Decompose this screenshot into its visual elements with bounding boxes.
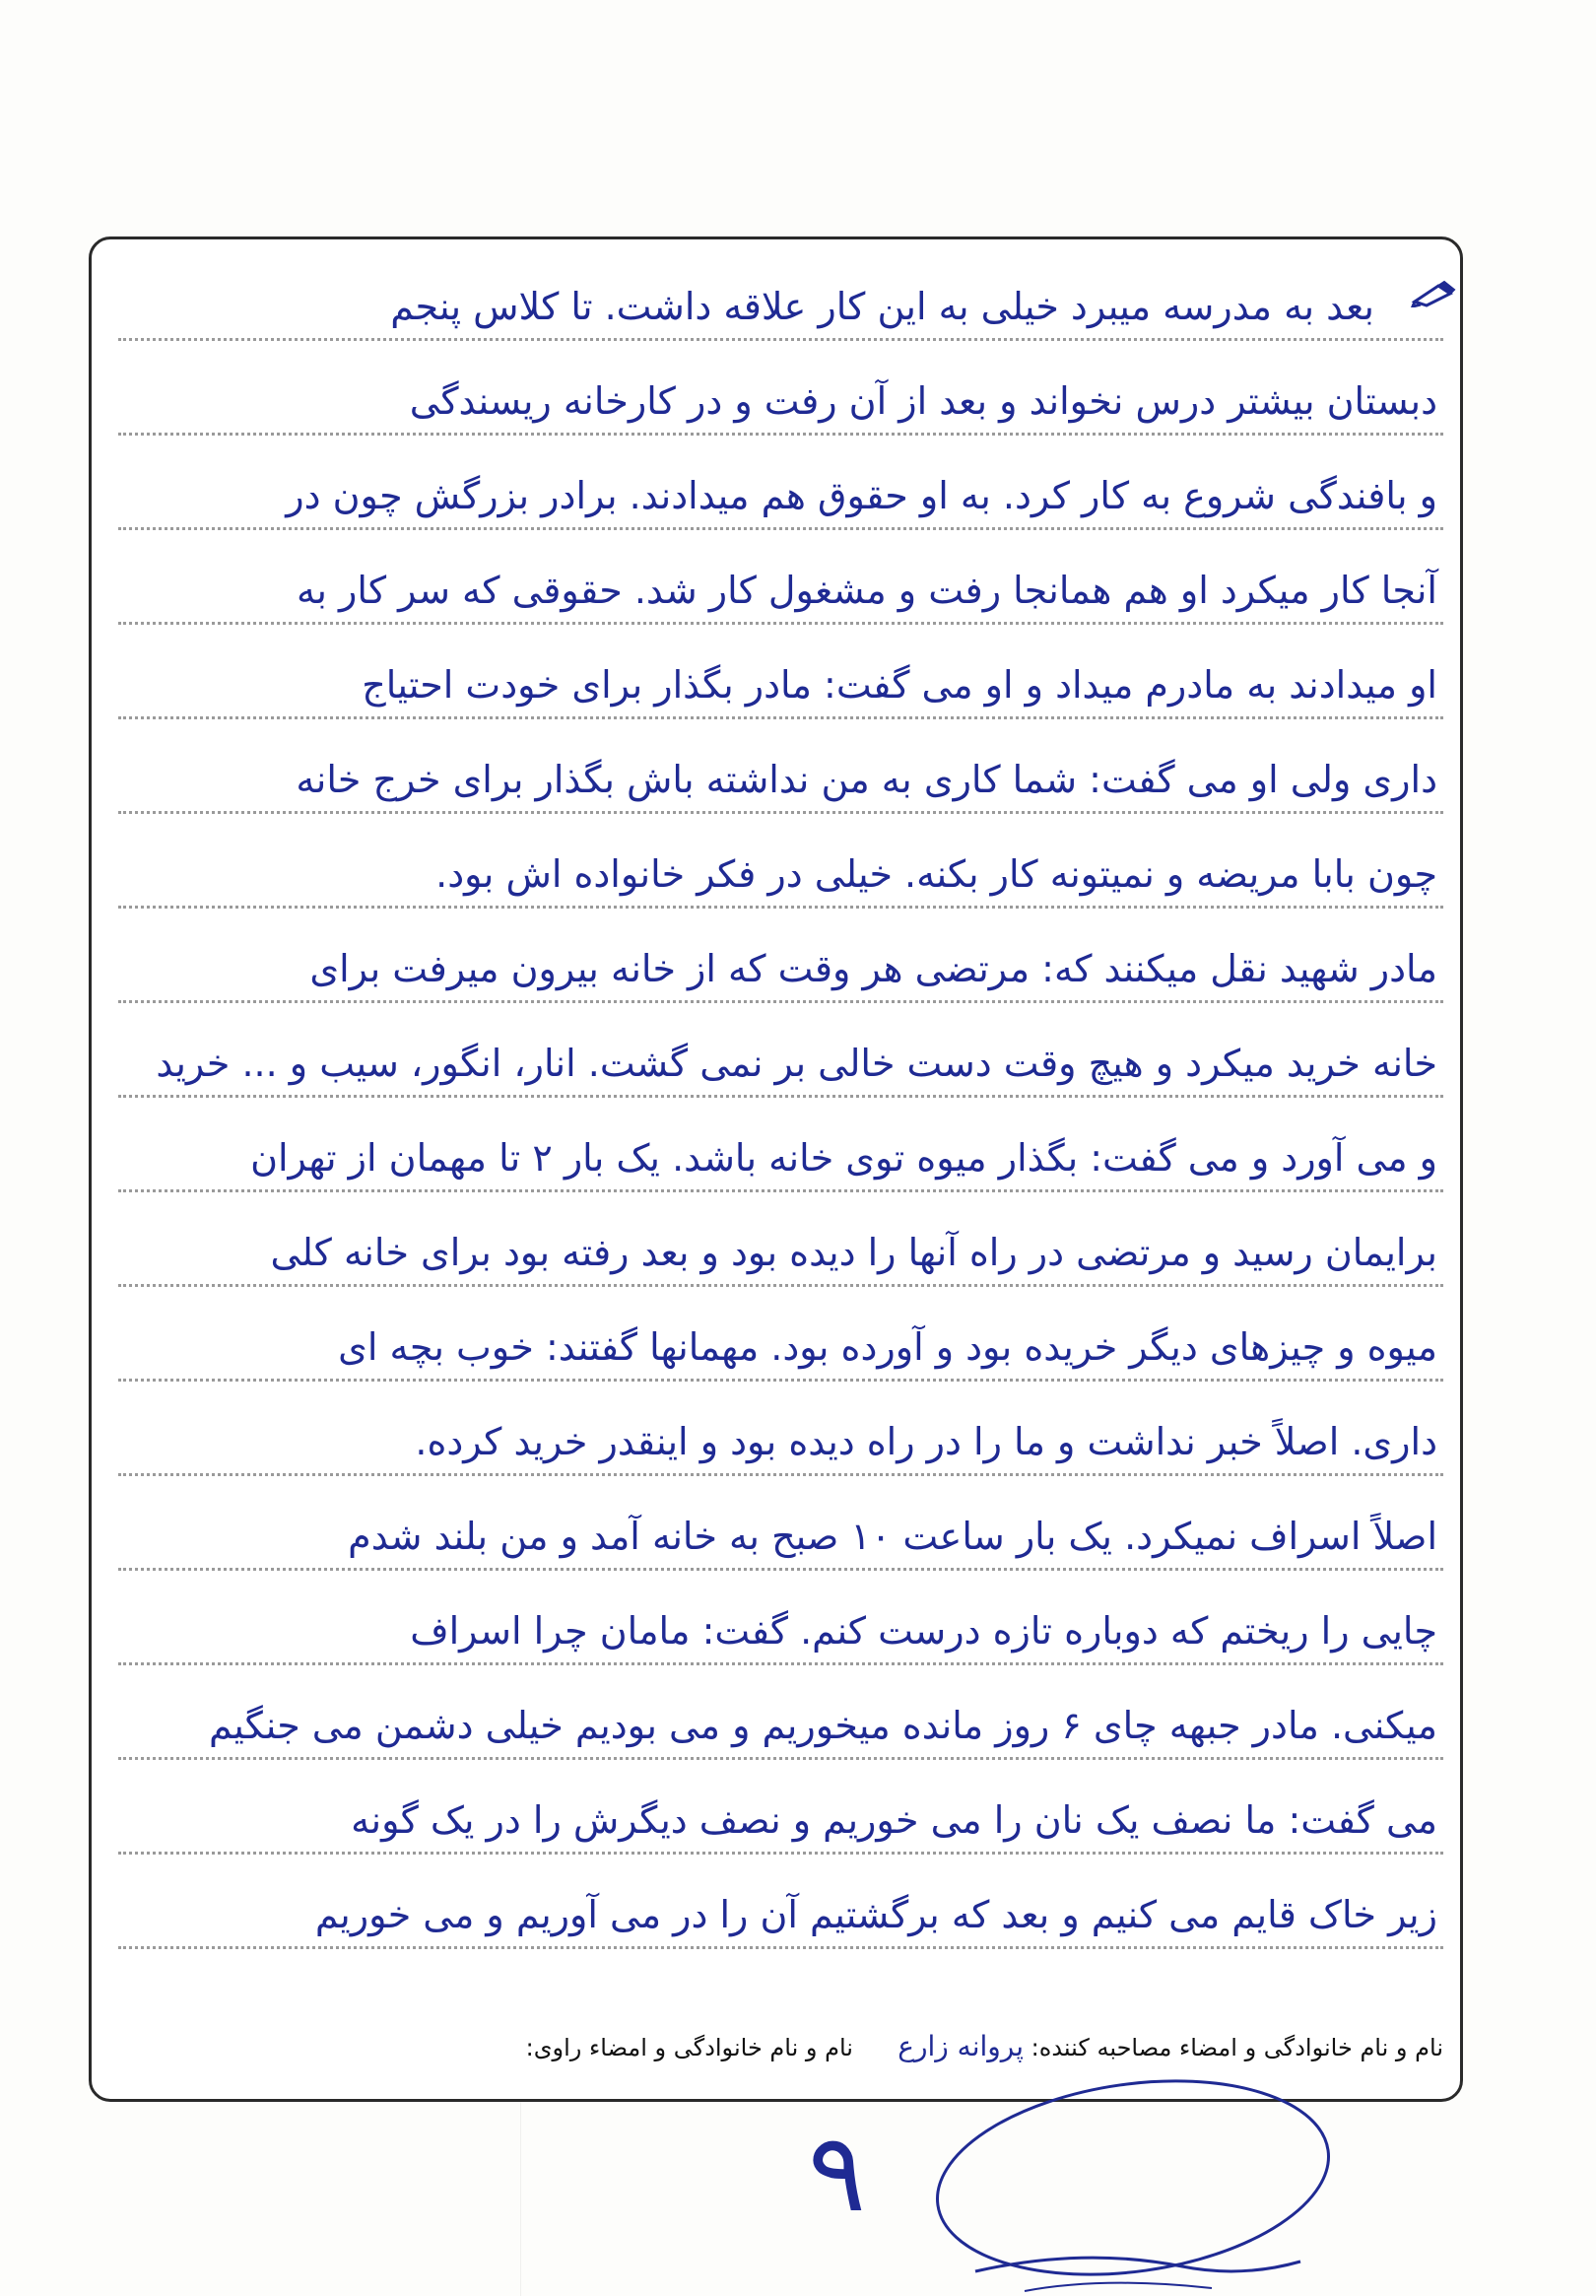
line-text: دبستان بیشتر درس نخواند و بعد از آن رفت و در کارخانه ریسندگی — [409, 379, 1437, 423]
text-line — [118, 246, 1443, 341]
text-line — [118, 436, 1443, 530]
line-text: او میدادند به مادرم میداد و او می گفت: مادر بگذار برای خودت احتیاج — [362, 663, 1437, 707]
text-line — [118, 530, 1443, 625]
line-text: داری ولی او می گفت: شما کاری به من نداشته باش بگذار برای خرج خانه — [296, 758, 1437, 801]
text-line — [118, 719, 1443, 814]
line-text: زیر خاک قایم می کنیم و بعد که برگشتیم آن را در می آوریم و می خوریم — [314, 1893, 1437, 1936]
signature-mark — [887, 2069, 1360, 2296]
text-line — [118, 1760, 1443, 1855]
text-line — [118, 909, 1443, 1003]
line-text: میوه و چیزهای دیگر خریده بود و آورده بود. مهمانها گفتند: خوب بچه ای — [338, 1325, 1437, 1369]
page-number: ۹ — [808, 2110, 867, 2236]
narrator-label: نام و نام خانوادگی و امضاء راوی: — [525, 2034, 853, 2061]
text-line — [118, 625, 1443, 719]
text-line — [118, 814, 1443, 909]
text-line — [118, 1382, 1443, 1476]
line-text: آنجا کار میکرد او هم همانجا رفت و مشغول کار شد. حقوقی که سر کار به — [297, 569, 1437, 612]
interviewer-label: نام و نام خانوادگی و امضاء مصاحبه کننده: — [1031, 2034, 1443, 2061]
line-text: اصلاً اسراف نمیکرد. یک بار ساعت ۱۰ صبح به خانه آمد و من بلند شدم — [348, 1515, 1437, 1558]
line-text: خانه خرید میکرد و هیچ وقت دست خالی بر نمی گشت. انار، انگور، سیب و ... خرید — [156, 1042, 1437, 1085]
footer-labels — [526, 2030, 1443, 2062]
line-text: داری. اصلاً خبر نداشت و ما را در راه دیده بود و اینقدر خرید کرده. — [415, 1420, 1437, 1463]
text-line — [118, 1192, 1443, 1287]
handwritten-text-body — [118, 246, 1443, 2010]
line-text: می گفت: ما نصف یک نان را می خوریم و نصف دیگرش را در یک گونه — [351, 1798, 1437, 1842]
line-text: مادر شهید نقل میکنند که: مرتضی هر وقت که از خانه بیرون میرفت برای — [309, 947, 1437, 990]
line-text: و بافندگی شروع به کار کرد. به او حقوق هم میدادند. برادر بزرگش چون در — [286, 474, 1437, 517]
text-line — [118, 1855, 1443, 1949]
text-line — [118, 341, 1443, 436]
line-text: چایی را ریختم که دوباره تازه درست کنم. گفت: مامان چرا اسراف — [410, 1609, 1437, 1653]
text-line — [118, 1003, 1443, 1098]
text-line — [118, 1665, 1443, 1760]
line-text: و می آورد و می گفت: بگذار میوه توی خانه باشد. یک بار ۲ تا مهمان از تهران — [250, 1136, 1437, 1180]
text-line — [118, 1287, 1443, 1382]
line-text: بعد به مدرسه میبرد خیلی به این کار علاقه داشت. تا کلاس پنجم — [390, 285, 1374, 328]
line-text: چون بابا مریضه و نمیتونه کار بکنه. خیلی در فکر خانواده اش بود. — [435, 852, 1437, 896]
text-line — [118, 1476, 1443, 1571]
interviewer-name: پروانه زارع — [898, 2030, 1025, 2062]
text-line — [118, 1571, 1443, 1665]
line-text: برایمان رسید و مرتضی در راه آنها را دیده بود و بعد رفته بود برای خانه کلی — [270, 1231, 1437, 1274]
line-text: میکنی. مادر جبهه چای ۶ روز مانده میخوریم و می بودیم خیلی دشمن می جنگیم — [208, 1704, 1437, 1747]
text-line — [118, 1098, 1443, 1192]
